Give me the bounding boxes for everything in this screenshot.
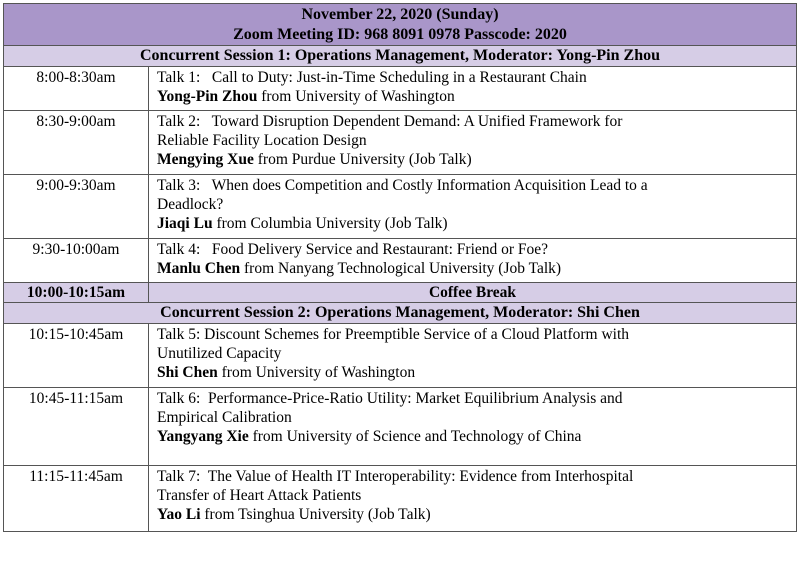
schedule-table (3, 3, 797, 532)
talk-row (4, 388, 797, 466)
session-header-row (4, 303, 797, 324)
talk-title-continued: Unutilized Capacity (157, 345, 282, 362)
speaker-affiliation: from Purdue University (Job Talk) (253, 151, 472, 168)
talk-speaker-line (157, 259, 796, 278)
header-cell (4, 4, 797, 46)
talk-row (4, 111, 797, 175)
talk-time: 10:15-10:45am (4, 324, 149, 388)
zoom-info: Zoom Meeting ID: 968 8091 0978 Passcode: 2020 (233, 26, 567, 43)
talk-cell (149, 466, 797, 532)
speaker-affiliation: from Columbia University (Job Talk) (212, 215, 448, 232)
break-label: Coffee Break (149, 283, 797, 303)
talk-row (4, 175, 797, 239)
talk-cell (149, 111, 797, 175)
talk-speaker-line (157, 363, 796, 382)
talk-cell (149, 239, 797, 283)
talk-speaker-line (157, 505, 796, 524)
talk-row (4, 239, 797, 283)
talk-title: Talk 1: Call to Duty: Just-in-Time Scheduling in a Restaurant Chain (157, 69, 587, 86)
speaker-name: Yong-Pin Zhou (157, 88, 258, 105)
talk-speaker-line (157, 214, 796, 233)
talk-speaker-line (157, 87, 796, 106)
talk-title: Talk 3: When does Competition and Costly Information Acquisition Lead to a (157, 177, 648, 194)
talk-row (4, 466, 797, 532)
talk-time: 11:15-11:45am (4, 466, 149, 532)
talk-cell (149, 67, 797, 111)
talk-title-continued: Deadlock? (157, 196, 224, 213)
talk-time: 9:30-10:00am (4, 239, 149, 283)
speaker-affiliation: from University of Washington (217, 364, 416, 381)
speaker-name: Yangyang Xie (157, 428, 249, 445)
schedule-document (3, 3, 796, 555)
speaker-name: Manlu Chen (157, 260, 241, 277)
talk-speaker-line (157, 150, 796, 169)
break-time: 10:00-10:15am (4, 283, 149, 303)
talk-row (4, 67, 797, 111)
speaker-affiliation: from Nanyang Technological University (Job Talk) (240, 260, 562, 277)
talk-title-continued: Transfer of Heart Attack Patients (157, 487, 362, 504)
header-row (4, 4, 797, 46)
talk-row (4, 324, 797, 388)
talk-title-continued: Empirical Calibration (157, 409, 292, 426)
break-row (4, 283, 797, 303)
talk-time: 8:00-8:30am (4, 67, 149, 111)
talk-time: 10:45-11:15am (4, 388, 149, 466)
talk-time: 9:00-9:30am (4, 175, 149, 239)
speaker-affiliation: from Tsinghua University (Job Talk) (200, 506, 431, 523)
speaker-name: Yao Li (157, 506, 201, 523)
session1-title: Concurrent Session 1: Operations Management, Moderator: Yong-Pin Zhou (4, 46, 797, 67)
speaker-affiliation: from University of Washington (257, 88, 455, 105)
talk-title: Talk 7: The Value of Health IT Interoperability: Evidence from Interhospital (157, 468, 634, 485)
talk-title: Talk 6: Performance-Price-Ratio Utility: Market Equilibrium Analysis and (157, 390, 623, 407)
talk-title: Talk 5: Discount Schemes for Preemptible Service of a Cloud Platform with (157, 326, 630, 343)
talk-title-continued: Reliable Facility Location Design (157, 132, 367, 149)
date-heading: November 22, 2020 (Sunday) (301, 6, 499, 23)
talk-title: Talk 4: Food Delivery Service and Restaurant: Friend or Foe? (157, 241, 549, 258)
speaker-affiliation: from University of Science and Technology of China (248, 428, 582, 445)
talk-time: 8:30-9:00am (4, 111, 149, 175)
talk-title: Talk 2: Toward Disruption Dependent Demand: A Unified Framework for (157, 113, 623, 130)
speaker-name: Shi Chen (157, 364, 218, 381)
talk-cell (149, 388, 797, 466)
session-header-row (4, 46, 797, 67)
talk-cell (149, 175, 797, 239)
talk-cell (149, 324, 797, 388)
talk-speaker-line (157, 427, 796, 446)
speaker-name: Jiaqi Lu (157, 215, 213, 232)
session2-title: Concurrent Session 2: Operations Management, Moderator: Shi Chen (4, 303, 797, 324)
speaker-name: Mengying Xue (157, 151, 254, 168)
